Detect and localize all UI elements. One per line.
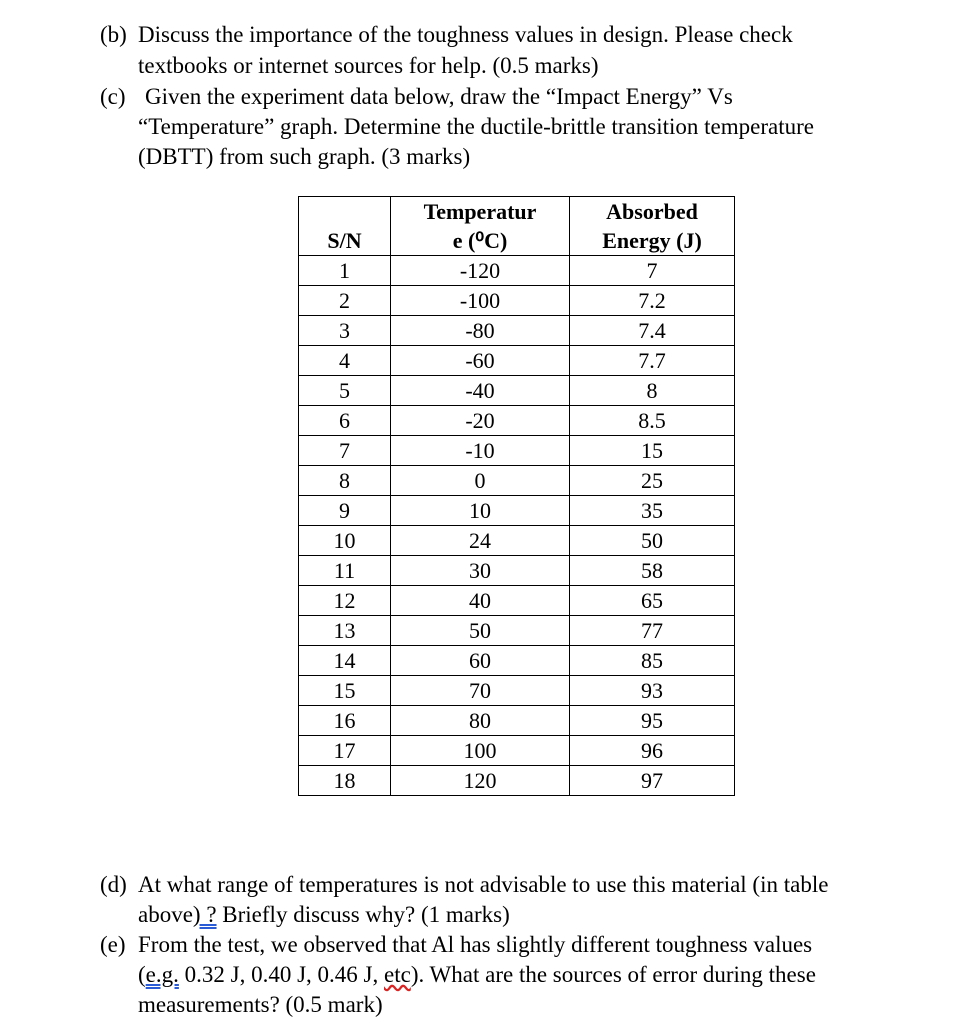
question-d-line2 — [138, 900, 510, 930]
question-label: (c) — [100, 84, 126, 109]
cell-energy: 85 — [570, 646, 735, 676]
table-row — [299, 706, 735, 736]
cell-energy: 25 — [570, 466, 735, 496]
cell-temperature: 60 — [391, 646, 570, 676]
header-line — [299, 197, 390, 226]
cell-temperature: 120 — [391, 766, 570, 796]
question-text: (DBTT) from such graph. (3 marks) — [138, 144, 471, 169]
question-text: At what range of temperatures is not advisable to use this material (in table — [138, 872, 829, 897]
header-line: Absorbed — [606, 199, 698, 224]
cell-temperature: -10 — [391, 436, 570, 466]
cell-temperature: 30 — [391, 556, 570, 586]
cell-temperature: 100 — [391, 736, 570, 766]
grammar-flag: e.g. — [145, 962, 179, 987]
cell-temperature: -100 — [391, 286, 570, 316]
table-header-row — [299, 197, 735, 256]
cell-sn: 17 — [299, 736, 391, 766]
cell-sn: 11 — [299, 556, 391, 586]
cell-temperature: 80 — [391, 706, 570, 736]
header-line: e (⁰C) — [452, 228, 508, 253]
cell-energy: 7.2 — [570, 286, 735, 316]
cell-sn: 13 — [299, 616, 391, 646]
table-row — [299, 316, 735, 346]
cell-sn: 6 — [299, 406, 391, 436]
table-row — [299, 736, 735, 766]
cell-energy: 7.7 — [570, 346, 735, 376]
header-temperature — [391, 197, 570, 256]
header-energy — [570, 197, 735, 256]
table-row — [299, 586, 735, 616]
cell-sn: 15 — [299, 676, 391, 706]
cell-temperature: 0 — [391, 466, 570, 496]
table-row — [299, 766, 735, 796]
question-b-line2 — [0, 51, 599, 81]
cell-sn: 8 — [299, 466, 391, 496]
cell-temperature: -20 — [391, 406, 570, 436]
cell-energy: 7 — [570, 256, 735, 286]
cell-sn: 5 — [299, 376, 391, 406]
table-row — [299, 376, 735, 406]
question-text: From the test, we observed that Al has slightly different toughness values — [138, 932, 813, 957]
question-text: textbooks or internet sources for help. (0.5 marks) — [138, 53, 599, 78]
text: ( — [138, 962, 146, 987]
table-row — [299, 496, 735, 526]
cell-temperature: -60 — [391, 346, 570, 376]
text: above — [138, 902, 193, 927]
table-row — [299, 466, 735, 496]
cell-temperature: 24 — [391, 526, 570, 556]
cell-energy: 96 — [570, 736, 735, 766]
question-text: measurements? (0.5 mark) — [138, 992, 383, 1017]
question-e-line2 — [138, 960, 816, 990]
cell-temperature: -80 — [391, 316, 570, 346]
table-row — [299, 616, 735, 646]
cell-sn: 16 — [299, 706, 391, 736]
cell-energy: 15 — [570, 436, 735, 466]
cell-energy: 65 — [570, 586, 735, 616]
grammar-flag: ) ? — [192, 902, 217, 927]
question-text: “Temperature” graph. Determine the ductile-brittle transition temperature — [138, 114, 814, 139]
header-line: Temperatur — [423, 199, 537, 224]
table-row — [299, 526, 735, 556]
table-row — [299, 676, 735, 706]
question-text: Given the experiment data below, draw the “Impact Energy” Vs — [145, 84, 733, 109]
cell-energy: 8 — [570, 376, 735, 406]
cell-sn: 3 — [299, 316, 391, 346]
cell-sn: 7 — [299, 436, 391, 466]
cell-temperature: 70 — [391, 676, 570, 706]
data-table — [298, 196, 735, 796]
question-label: (d) — [100, 872, 127, 897]
cell-sn: 10 — [299, 526, 391, 556]
table-row — [299, 646, 735, 676]
cell-energy: 93 — [570, 676, 735, 706]
table-row — [299, 256, 735, 286]
cell-energy: 8.5 — [570, 406, 735, 436]
cell-temperature: -120 — [391, 256, 570, 286]
cell-sn: 4 — [299, 346, 391, 376]
question-label: (b) — [100, 22, 127, 47]
question-label: (e) — [100, 932, 126, 957]
cell-energy: 35 — [570, 496, 735, 526]
cell-sn: 14 — [299, 646, 391, 676]
cell-energy: 58 — [570, 556, 735, 586]
table-row — [299, 436, 735, 466]
cell-energy: 77 — [570, 616, 735, 646]
cell-energy: 97 — [570, 766, 735, 796]
cell-energy: 7.4 — [570, 316, 735, 346]
cell-sn: 1 — [299, 256, 391, 286]
header-sn — [299, 197, 391, 256]
cell-sn: 9 — [299, 496, 391, 526]
cell-sn: 18 — [299, 766, 391, 796]
spelling-flag: etc — [384, 962, 411, 987]
cell-temperature: -40 — [391, 376, 570, 406]
header-line: S/N — [327, 228, 362, 253]
header-line: Energy (J) — [602, 228, 702, 253]
cell-temperature: 50 — [391, 616, 570, 646]
text: 0.32 J, 0.40 J, 0.46 J, — [178, 962, 384, 987]
text: ). What are the sources of error during these — [410, 962, 816, 987]
cell-energy: 50 — [570, 526, 735, 556]
table-row — [299, 556, 735, 586]
cell-temperature: 40 — [391, 586, 570, 616]
cell-sn: 2 — [299, 286, 391, 316]
cell-energy: 95 — [570, 706, 735, 736]
table-row — [299, 406, 735, 436]
cell-sn: 12 — [299, 586, 391, 616]
question-text: Discuss the importance of the toughness values in design. Please check — [138, 22, 793, 47]
text: Briefly discuss why? (1 marks) — [216, 902, 510, 927]
table-row — [299, 286, 735, 316]
cell-temperature: 10 — [391, 496, 570, 526]
table-row — [299, 346, 735, 376]
